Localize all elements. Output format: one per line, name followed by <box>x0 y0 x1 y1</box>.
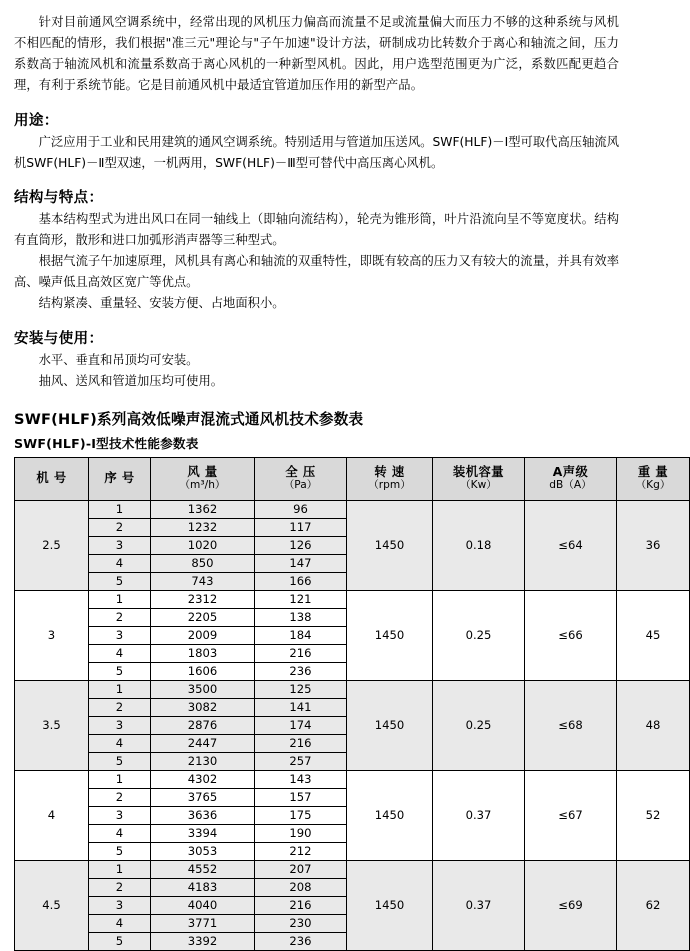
cell-flow: 4183 <box>151 878 255 896</box>
header-power: 装机容量 （Kw） <box>433 457 525 500</box>
cell-seq: 5 <box>89 932 151 950</box>
table-body <box>15 500 690 950</box>
cell-flow: 2130 <box>151 752 255 770</box>
cell-pressure: 125 <box>255 680 347 698</box>
table-header-row <box>15 457 690 500</box>
section-structure <box>14 186 619 315</box>
cell-flow: 1232 <box>151 518 255 536</box>
cell-pressure: 230 <box>255 914 347 932</box>
cell-noise: ≤68 <box>525 680 617 770</box>
table-row <box>15 770 690 788</box>
cell-noise: ≤69 <box>525 860 617 950</box>
section-structure-paragraph-1: 基本结构型式为进出风口在同一轴线上（即轴向流结构），轮壳为锥形筒，叶片沿流向呈不等宽度状。结构有直筒形，散形和进口加弧形消声器等三种型式。 <box>14 211 619 247</box>
header-flow: 风 量 （m³/h） <box>151 457 255 500</box>
cell-model: 4 <box>15 770 89 860</box>
cell-seq: 2 <box>89 608 151 626</box>
cell-flow: 2312 <box>151 590 255 608</box>
table-row <box>15 860 690 878</box>
cell-weight: 52 <box>617 770 690 860</box>
cell-seq: 1 <box>89 680 151 698</box>
cell-pressure: 236 <box>255 932 347 950</box>
cell-seq: 1 <box>89 770 151 788</box>
cell-flow: 4040 <box>151 896 255 914</box>
document-page <box>0 12 671 949</box>
cell-seq: 5 <box>89 662 151 680</box>
cell-flow: 1362 <box>151 500 255 518</box>
cell-weight: 62 <box>617 860 690 950</box>
intro-block <box>14 12 619 97</box>
table-row <box>15 500 690 518</box>
cell-power: 0.37 <box>433 860 525 950</box>
cell-seq: 3 <box>89 716 151 734</box>
cell-weight: 45 <box>617 590 690 680</box>
table-subtitle: SWF(HLF)-Ⅰ型技术性能参数表 <box>14 435 199 451</box>
cell-power: 0.18 <box>433 500 525 590</box>
cell-pressure: 190 <box>255 824 347 842</box>
cell-speed: 1450 <box>347 500 433 590</box>
cell-flow: 2447 <box>151 734 255 752</box>
cell-flow: 850 <box>151 554 255 572</box>
section-structure-paragraph-2: 根据气流子午加速原理，风机具有离心和轴流的双重特性，即既有较高的压力又有较大的流量，并具有效率高、噪声低且高效区宽广等优点。 <box>14 254 619 290</box>
cell-speed: 1450 <box>347 680 433 770</box>
cell-seq: 3 <box>89 896 151 914</box>
cell-seq: 1 <box>89 590 151 608</box>
cell-speed: 1450 <box>347 770 433 860</box>
cell-pressure: 208 <box>255 878 347 896</box>
cell-flow: 1803 <box>151 644 255 662</box>
section-structure-paragraph-3: 结构紧凑、重量轻、安装方便、占地面积小。 <box>38 296 285 311</box>
section-installation-title: 安装与使用： <box>14 330 104 347</box>
cell-pressure: 207 <box>255 860 347 878</box>
cell-noise: ≤66 <box>525 590 617 680</box>
section-installation-paragraph-1: 水平、垂直和吊顶均可安装。 <box>38 352 199 367</box>
header-noise: A声级 dB（A） <box>525 457 617 500</box>
cell-seq: 3 <box>89 626 151 644</box>
cell-pressure: 138 <box>255 608 347 626</box>
cell-seq: 5 <box>89 572 151 590</box>
cell-pressure: 117 <box>255 518 347 536</box>
table-title: SWF(HLF)系列高效低噪声混流式通风机技术参数表 <box>14 410 364 428</box>
cell-flow: 1606 <box>151 662 255 680</box>
cell-power: 0.25 <box>433 680 525 770</box>
table-row <box>15 590 690 608</box>
cell-pressure: 216 <box>255 644 347 662</box>
cell-seq: 4 <box>89 914 151 932</box>
cell-power: 0.25 <box>433 590 525 680</box>
cell-seq: 2 <box>89 698 151 716</box>
cell-flow: 3636 <box>151 806 255 824</box>
cell-seq: 4 <box>89 554 151 572</box>
section-installation-paragraph-2: 抽风、送风和管道加压均可使用。 <box>38 373 224 388</box>
cell-seq: 2 <box>89 788 151 806</box>
header-speed: 转 速 （rpm） <box>347 457 433 500</box>
header-seq: 序 号 <box>89 457 151 500</box>
cell-speed: 1450 <box>347 590 433 680</box>
cell-pressure: 147 <box>255 554 347 572</box>
cell-seq: 1 <box>89 860 151 878</box>
cell-seq: 4 <box>89 644 151 662</box>
cell-seq: 3 <box>89 536 151 554</box>
cell-flow: 3053 <box>151 842 255 860</box>
header-model: 机 号 <box>15 457 89 500</box>
table-row <box>15 680 690 698</box>
spec-table <box>14 457 690 951</box>
cell-pressure: 157 <box>255 788 347 806</box>
cell-flow: 3765 <box>151 788 255 806</box>
cell-model: 4.5 <box>15 860 89 950</box>
cell-pressure: 216 <box>255 734 347 752</box>
cell-pressure: 212 <box>255 842 347 860</box>
cell-weight: 36 <box>617 500 690 590</box>
cell-flow: 3082 <box>151 698 255 716</box>
cell-noise: ≤67 <box>525 770 617 860</box>
cell-flow: 1020 <box>151 536 255 554</box>
cell-seq: 3 <box>89 806 151 824</box>
cell-pressure: 216 <box>255 896 347 914</box>
cell-model: 3 <box>15 590 89 680</box>
cell-seq: 2 <box>89 878 151 896</box>
cell-pressure: 175 <box>255 806 347 824</box>
cell-speed: 1450 <box>347 860 433 950</box>
intro-paragraph: 针对目前通风空调系统中，经常出现的风机压力偏高而流量不足或流量偏大而压力不够的这种系统与风机不相匹配的情形，我们根据"准三元"理论与"子午加速"设计方法，研制成功比转数介于离心和轴流之间，压力系数高于轴流风机和流量系数高于离心风机的一种新型风机。因此，用户选型范围更为广泛，系数匹配更趋合理，有利于系统节能。它是目前通风机中最适宜管道加压作用的新型产品。 <box>14 15 619 93</box>
cell-seq: 5 <box>89 752 151 770</box>
section-usage-title: 用途： <box>14 112 59 129</box>
cell-pressure: 121 <box>255 590 347 608</box>
cell-weight: 48 <box>617 680 690 770</box>
cell-model: 3.5 <box>15 680 89 770</box>
cell-pressure: 143 <box>255 770 347 788</box>
cell-flow: 4302 <box>151 770 255 788</box>
cell-flow: 3771 <box>151 914 255 932</box>
cell-pressure: 174 <box>255 716 347 734</box>
cell-flow: 4552 <box>151 860 255 878</box>
section-usage-paragraph-1: 广泛应用于工业和民用建筑的通风空调系统。特别适用与管道加压送风。SWF(HLF)－Ⅰ型可取代高压轴流风机SWF(HLF)－Ⅱ型双速，一机两用，SWF(HLF)－Ⅲ型可替代中高压离心风机。 <box>14 134 619 170</box>
cell-pressure: 141 <box>255 698 347 716</box>
section-installation <box>14 327 619 392</box>
cell-flow: 2009 <box>151 626 255 644</box>
section-structure-title: 结构与特点： <box>14 189 104 206</box>
cell-seq: 5 <box>89 842 151 860</box>
cell-seq: 4 <box>89 824 151 842</box>
cell-model: 2.5 <box>15 500 89 590</box>
cell-pressure: 126 <box>255 536 347 554</box>
cell-pressure: 257 <box>255 752 347 770</box>
cell-flow: 2205 <box>151 608 255 626</box>
cell-flow: 3394 <box>151 824 255 842</box>
cell-seq: 2 <box>89 518 151 536</box>
cell-pressure: 236 <box>255 662 347 680</box>
cell-flow: 2876 <box>151 716 255 734</box>
cell-seq: 1 <box>89 500 151 518</box>
cell-power: 0.37 <box>433 770 525 860</box>
cell-flow: 3392 <box>151 932 255 950</box>
cell-pressure: 166 <box>255 572 347 590</box>
header-weight: 重 量 （Kg） <box>617 457 690 500</box>
header-pressure: 全 压 （Pa） <box>255 457 347 500</box>
cell-flow: 3500 <box>151 680 255 698</box>
cell-seq: 4 <box>89 734 151 752</box>
cell-flow: 743 <box>151 572 255 590</box>
cell-pressure: 96 <box>255 500 347 518</box>
section-usage <box>14 109 619 174</box>
cell-noise: ≤64 <box>525 500 617 590</box>
cell-pressure: 184 <box>255 626 347 644</box>
